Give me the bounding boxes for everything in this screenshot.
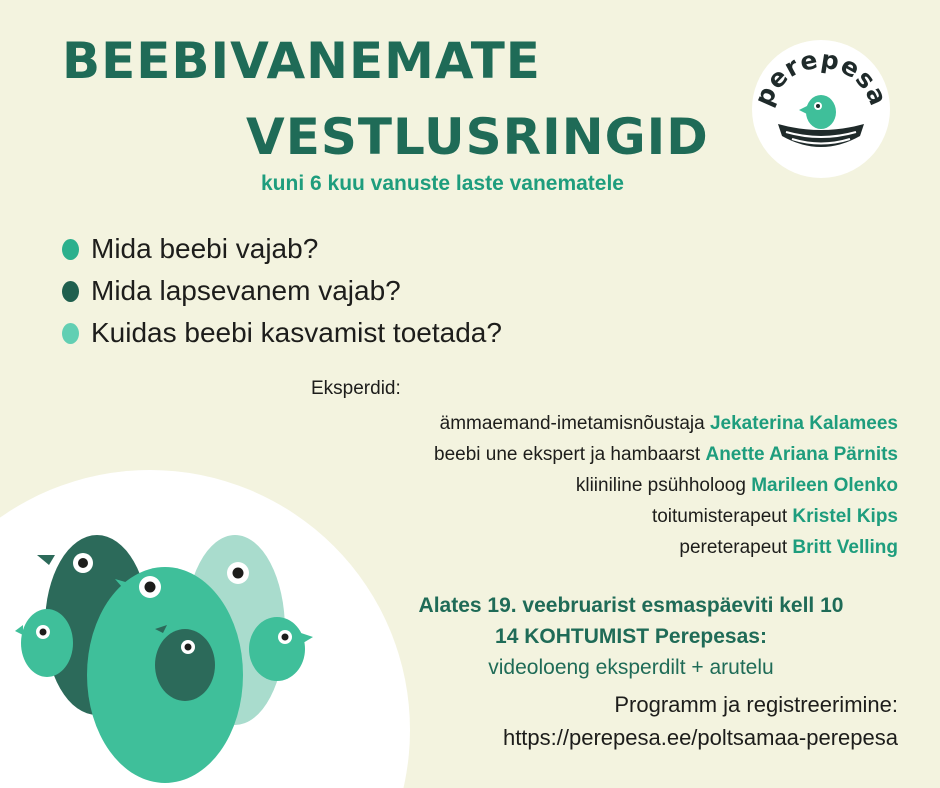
experts-list bbox=[434, 408, 898, 563]
expert-role: pereterapeut bbox=[679, 537, 788, 558]
logo-wordmark: erepes bbox=[760, 44, 883, 96]
schedule-info bbox=[356, 590, 906, 683]
subtitle: kuni 6 kuu vanuste laste vanematele bbox=[261, 172, 624, 195]
question-list bbox=[62, 228, 502, 354]
question-text: Kuidas beebi kasvamist toetada? bbox=[91, 317, 502, 348]
experts-heading: Eksperdid: bbox=[311, 378, 401, 399]
small-left-bird-icon bbox=[15, 609, 73, 677]
bullet-dot-icon bbox=[62, 323, 79, 344]
perepesa-logo bbox=[752, 40, 890, 178]
small-right-bird-icon bbox=[249, 617, 313, 681]
expert-row bbox=[434, 470, 898, 501]
expert-row bbox=[434, 532, 898, 563]
expert-name: Britt Velling bbox=[792, 537, 898, 558]
question-item bbox=[62, 228, 502, 270]
question-text: Mida beebi vajab? bbox=[91, 233, 319, 264]
registration-label: Programm ja registreerimine: bbox=[614, 692, 898, 717]
expert-name: Kristel Kips bbox=[792, 506, 898, 527]
expert-role: kliiniline psühholoog bbox=[575, 475, 746, 496]
registration-link[interactable]: https://perepesa.ee/poltsamaa-perepesa bbox=[502, 725, 898, 750]
expert-row bbox=[434, 501, 898, 532]
logo-emblem-icon bbox=[752, 40, 890, 178]
title-line-1: BEEBIVANEMATE bbox=[62, 32, 541, 90]
bullet-dot-icon bbox=[62, 281, 79, 302]
title-line-2: VESTLUSRINGID bbox=[246, 108, 709, 166]
expert-role: toitumisterapeut bbox=[651, 506, 788, 527]
expert-role: ämmaemand-imetamisnõustaja bbox=[439, 413, 705, 434]
birds-illustration-icon bbox=[15, 525, 315, 788]
registration bbox=[503, 688, 898, 754]
expert-role: beebi une ekspert ja hambaarst bbox=[434, 444, 701, 465]
question-item bbox=[62, 270, 502, 312]
expert-name: Marileen Olenko bbox=[751, 475, 898, 496]
meeting-format: videoloeng eksperdilt + arutelu bbox=[488, 656, 774, 679]
meetings-count: 14 KOHTUMIST Perepesas: bbox=[495, 625, 767, 648]
expert-name: Jekaterina Kalamees bbox=[709, 413, 898, 434]
question-item bbox=[62, 312, 502, 354]
question-text: Mida lapsevanem vajab? bbox=[91, 275, 401, 306]
expert-row bbox=[434, 408, 898, 439]
expert-row bbox=[434, 439, 898, 470]
start-date: Alates 19. veebruarist esmaspäeviti kell 10 bbox=[418, 594, 844, 617]
bullet-dot-icon bbox=[62, 239, 79, 260]
expert-name: Anette Ariana Pärnits bbox=[705, 444, 898, 465]
